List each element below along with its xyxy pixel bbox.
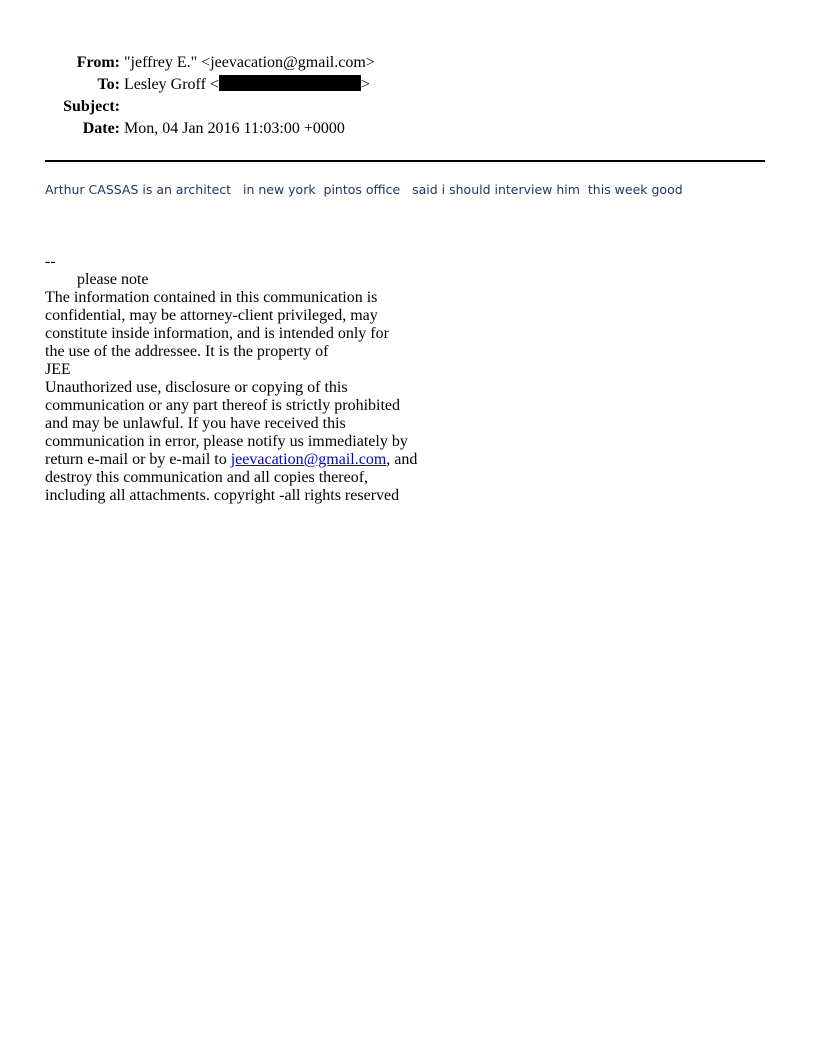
to-name: Lesley Groff < xyxy=(124,76,219,93)
subject-row xyxy=(0,97,816,119)
disclaimer-line: The information contained in this communication is xyxy=(45,289,378,306)
from-value: "jeffrey E." <jeevacation@gmail.com> xyxy=(124,54,375,71)
signature-disclaimer xyxy=(45,253,445,505)
to-row xyxy=(0,75,816,97)
signature-dashes: -- xyxy=(45,253,56,270)
please-note: please note xyxy=(77,271,149,288)
from-row xyxy=(0,53,816,75)
redaction-bar xyxy=(219,75,361,91)
date-value: Mon, 04 Jan 2016 11:03:00 +0000 xyxy=(124,120,345,137)
disclaimer-line: the use of the addressee. It is the property of xyxy=(45,343,329,360)
return-prefix: return e-mail or by e-mail to xyxy=(45,451,231,468)
disclaimer-line: and may be unlawful. If you have received this xyxy=(45,415,346,432)
disclaimer-line: communication or any part thereof is strictly prohibited xyxy=(45,397,401,414)
disclaimer-return-line xyxy=(45,451,445,469)
subject-label: Subject: xyxy=(63,98,120,115)
date-row xyxy=(0,119,816,141)
date-label: Date: xyxy=(82,120,120,137)
from-label: From: xyxy=(76,54,120,71)
message-body: Arthur CASSAS is an architect in new york pintos office said i should interview him this week good xyxy=(45,182,683,197)
disclaimer-line: constitute inside information, and is intended only for xyxy=(45,325,389,342)
return-suffix: , and xyxy=(386,451,418,468)
email-header xyxy=(0,53,816,141)
disclaimer-line: including all attachments. copyright -all rights reserved xyxy=(45,487,400,504)
disclaimer-line: JEE xyxy=(45,361,71,378)
disclaimer-line: communication in error, please notify us immediately by xyxy=(45,433,408,450)
disclaimer-line: Unauthorized use, disclosure or copying of this xyxy=(45,379,348,396)
disclaimer-line: destroy this communication and all copies thereof, xyxy=(45,469,369,486)
to-close: > xyxy=(360,76,370,93)
to-label: To: xyxy=(97,76,120,93)
disclaimer-line: confidential, may be attorney-client privileged, may xyxy=(45,307,378,324)
email-link[interactable]: jeevacation@gmail.com xyxy=(230,451,387,468)
to-value xyxy=(124,75,370,95)
header-divider xyxy=(45,160,765,162)
